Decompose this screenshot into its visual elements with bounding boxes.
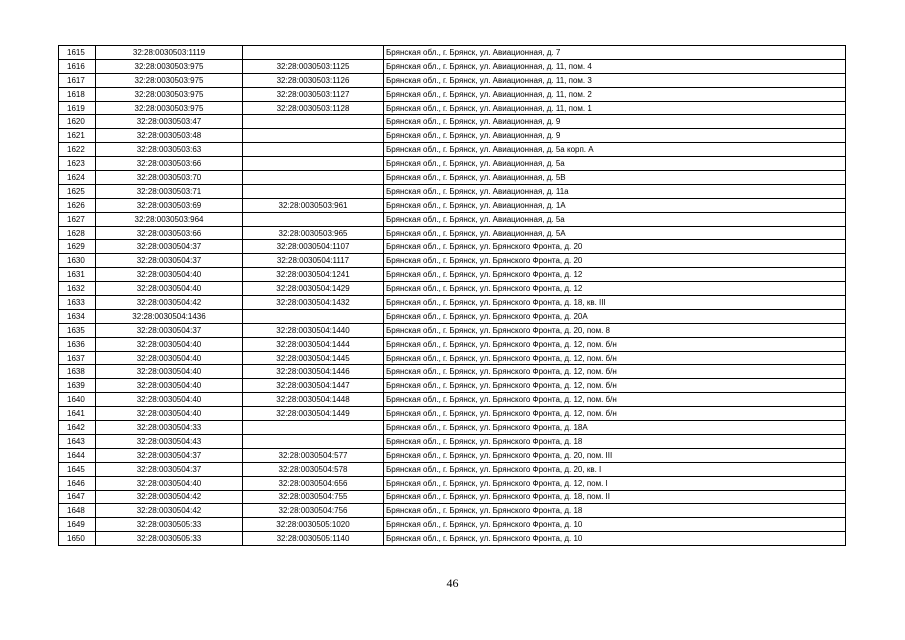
parcel-cadastral-number-cell: 32:28:0030504:40 <box>96 337 243 351</box>
parcel-cadastral-number-cell: 32:28:0030504:33 <box>96 421 243 435</box>
table-row <box>59 407 846 421</box>
address-cell: Брянская обл., г. Брянск, ул. Авиационная, д. 9 <box>384 129 846 143</box>
row-number-cell: 1621 <box>59 129 96 143</box>
parcel-cadastral-number-cell: 32:28:0030503:1119 <box>96 46 243 60</box>
object-cadastral-number-cell <box>243 143 384 157</box>
object-cadastral-number-cell <box>243 434 384 448</box>
table-row <box>59 171 846 185</box>
parcel-cadastral-number-cell: 32:28:0030505:33 <box>96 532 243 546</box>
object-cadastral-number-cell <box>243 212 384 226</box>
address-cell: Брянская обл., г. Брянск, ул. Брянского Фронта, д. 12 <box>384 282 846 296</box>
address-cell: Брянская обл., г. Брянск, ул. Брянского Фронта, д. 12, пом. б/н <box>384 351 846 365</box>
parcel-cadastral-number-cell: 32:28:0030504:40 <box>96 351 243 365</box>
parcel-cadastral-number-cell: 32:28:0030504:37 <box>96 254 243 268</box>
table-row <box>59 115 846 129</box>
object-cadastral-number-cell <box>243 171 384 185</box>
row-number-cell: 1634 <box>59 309 96 323</box>
object-cadastral-number-cell: 32:28:0030504:577 <box>243 448 384 462</box>
parcel-cadastral-number-cell: 32:28:0030503:975 <box>96 87 243 101</box>
table-row <box>59 532 846 546</box>
table-row <box>59 143 846 157</box>
object-cadastral-number-cell: 32:28:0030504:1429 <box>243 282 384 296</box>
table-row <box>59 434 846 448</box>
address-cell: Брянская обл., г. Брянск, ул. Авиационная, д. 11, пом. 4 <box>384 59 846 73</box>
object-cadastral-number-cell: 32:28:0030505:1140 <box>243 532 384 546</box>
address-cell: Брянская обл., г. Брянск, ул. Брянского Фронта, д. 10 <box>384 518 846 532</box>
address-cell: Брянская обл., г. Брянск, ул. Брянского Фронта, д. 18 <box>384 434 846 448</box>
row-number-cell: 1649 <box>59 518 96 532</box>
parcel-cadastral-number-cell: 32:28:0030503:63 <box>96 143 243 157</box>
object-cadastral-number-cell: 32:28:0030504:1446 <box>243 365 384 379</box>
address-cell: Брянская обл., г. Брянск, ул. Брянского Фронта, д. 10 <box>384 532 846 546</box>
address-cell: Брянская обл., г. Брянск, ул. Авиационная, д. 5а корп. А <box>384 143 846 157</box>
row-number-cell: 1626 <box>59 198 96 212</box>
parcel-cadastral-number-cell: 32:28:0030503:66 <box>96 157 243 171</box>
row-number-cell: 1618 <box>59 87 96 101</box>
table-row <box>59 282 846 296</box>
row-number-cell: 1616 <box>59 59 96 73</box>
table-row <box>59 462 846 476</box>
table-row <box>59 87 846 101</box>
table-row <box>59 254 846 268</box>
parcel-cadastral-number-cell: 32:28:0030504:40 <box>96 379 243 393</box>
table-row <box>59 504 846 518</box>
object-cadastral-number-cell: 32:28:0030503:965 <box>243 226 384 240</box>
parcel-cadastral-number-cell: 32:28:0030503:71 <box>96 184 243 198</box>
row-number-cell: 1622 <box>59 143 96 157</box>
object-cadastral-number-cell: 32:28:0030504:1107 <box>243 240 384 254</box>
object-cadastral-number-cell: 32:28:0030505:1020 <box>243 518 384 532</box>
parcel-cadastral-number-cell: 32:28:0030504:42 <box>96 504 243 518</box>
address-cell: Брянская обл., г. Брянск, ул. Брянского Фронта, д. 12, пом. I <box>384 476 846 490</box>
row-number-cell: 1623 <box>59 157 96 171</box>
row-number-cell: 1647 <box>59 490 96 504</box>
row-number-cell: 1638 <box>59 365 96 379</box>
object-cadastral-number-cell: 32:28:0030504:1444 <box>243 337 384 351</box>
row-number-cell: 1640 <box>59 393 96 407</box>
parcel-cadastral-number-cell: 32:28:0030504:43 <box>96 434 243 448</box>
address-cell: Брянская обл., г. Брянск, ул. Авиационная, д. 11, пом. 1 <box>384 101 846 115</box>
address-cell: Брянская обл., г. Брянск, ул. Брянского Фронта, д. 18, кв. III <box>384 296 846 310</box>
object-cadastral-number-cell: 32:28:0030504:1440 <box>243 323 384 337</box>
parcel-cadastral-number-cell: 32:28:0030503:975 <box>96 73 243 87</box>
table-row <box>59 476 846 490</box>
object-cadastral-number-cell: 32:28:0030504:656 <box>243 476 384 490</box>
address-cell: Брянская обл., г. Брянск, ул. Брянского Фронта, д. 18 <box>384 504 846 518</box>
table-row <box>59 309 846 323</box>
row-number-cell: 1615 <box>59 46 96 60</box>
table-row <box>59 490 846 504</box>
row-number-cell: 1619 <box>59 101 96 115</box>
object-cadastral-number-cell: 32:28:0030504:1432 <box>243 296 384 310</box>
address-cell: Брянская обл., г. Брянск, ул. Брянского Фронта, д. 12 <box>384 268 846 282</box>
parcel-cadastral-number-cell: 32:28:0030504:40 <box>96 476 243 490</box>
parcel-cadastral-number-cell: 32:28:0030503:975 <box>96 59 243 73</box>
address-cell: Брянская обл., г. Брянск, ул. Авиационная, д. 5В <box>384 171 846 185</box>
parcel-cadastral-number-cell: 32:28:0030504:42 <box>96 296 243 310</box>
address-cell: Брянская обл., г. Брянск, ул. Брянского Фронта, д. 12, пом. б/н <box>384 393 846 407</box>
parcel-cadastral-number-cell: 32:28:0030504:37 <box>96 448 243 462</box>
table-row <box>59 73 846 87</box>
table-row <box>59 157 846 171</box>
address-cell: Брянская обл., г. Брянск, ул. Брянского Фронта, д. 18А <box>384 421 846 435</box>
row-number-cell: 1636 <box>59 337 96 351</box>
row-number-cell: 1643 <box>59 434 96 448</box>
row-number-cell: 1648 <box>59 504 96 518</box>
parcel-cadastral-number-cell: 32:28:0030504:1436 <box>96 309 243 323</box>
row-number-cell: 1624 <box>59 171 96 185</box>
row-number-cell: 1641 <box>59 407 96 421</box>
row-number-cell: 1635 <box>59 323 96 337</box>
object-cadastral-number-cell <box>243 157 384 171</box>
row-number-cell: 1639 <box>59 379 96 393</box>
page-number: 46 <box>446 576 459 590</box>
object-cadastral-number-cell <box>243 184 384 198</box>
parcel-cadastral-number-cell: 32:28:0030504:40 <box>96 407 243 421</box>
table-row <box>59 296 846 310</box>
row-number-cell: 1632 <box>59 282 96 296</box>
parcel-cadastral-number-cell: 32:28:0030504:37 <box>96 462 243 476</box>
object-cadastral-number-cell: 32:28:0030504:1449 <box>243 407 384 421</box>
row-number-cell: 1646 <box>59 476 96 490</box>
parcel-cadastral-number-cell: 32:28:0030504:40 <box>96 365 243 379</box>
object-cadastral-number-cell: 32:28:0030503:1125 <box>243 59 384 73</box>
row-number-cell: 1627 <box>59 212 96 226</box>
table-row <box>59 198 846 212</box>
row-number-cell: 1617 <box>59 73 96 87</box>
row-number-cell: 1650 <box>59 532 96 546</box>
parcel-cadastral-number-cell: 32:28:0030503:964 <box>96 212 243 226</box>
address-cell: Брянская обл., г. Брянск, ул. Авиационная, д. 11, пом. 2 <box>384 87 846 101</box>
address-cell: Брянская обл., г. Брянск, ул. Авиационная, д. 5А <box>384 226 846 240</box>
row-number-cell: 1637 <box>59 351 96 365</box>
table-row <box>59 365 846 379</box>
row-number-cell: 1628 <box>59 226 96 240</box>
object-cadastral-number-cell: 32:28:0030504:756 <box>243 504 384 518</box>
object-cadastral-number-cell: 32:28:0030503:1127 <box>243 87 384 101</box>
address-cell: Брянская обл., г. Брянск, ул. Брянского Фронта, д. 12, пом. б/н <box>384 379 846 393</box>
object-cadastral-number-cell: 32:28:0030504:578 <box>243 462 384 476</box>
address-cell: Брянская обл., г. Брянск, ул. Брянского Фронта, д. 12, пом. б/н <box>384 365 846 379</box>
address-cell: Брянская обл., г. Брянск, ул. Авиационная, д. 11, пом. 3 <box>384 73 846 87</box>
table-row <box>59 226 846 240</box>
object-cadastral-number-cell: 32:28:0030503:1126 <box>243 73 384 87</box>
object-cadastral-number-cell: 32:28:0030504:1445 <box>243 351 384 365</box>
object-cadastral-number-cell: 32:28:0030504:1117 <box>243 254 384 268</box>
address-cell: Брянская обл., г. Брянск, ул. Брянского Фронта, д. 12, пом. б/н <box>384 407 846 421</box>
parcel-cadastral-number-cell: 32:28:0030503:70 <box>96 171 243 185</box>
table-row <box>59 268 846 282</box>
object-cadastral-number-cell <box>243 46 384 60</box>
address-cell: Брянская обл., г. Брянск, ул. Авиационная, д. 5а <box>384 157 846 171</box>
parcel-cadastral-number-cell: 32:28:0030503:975 <box>96 101 243 115</box>
object-cadastral-number-cell <box>243 421 384 435</box>
address-cell: Брянская обл., г. Брянск, ул. Брянского Фронта, д. 20А <box>384 309 846 323</box>
table-row <box>59 59 846 73</box>
address-cell: Брянская обл., г. Брянск, ул. Брянского Фронта, д. 20 <box>384 240 846 254</box>
table-body <box>59 46 846 546</box>
row-number-cell: 1625 <box>59 184 96 198</box>
table-row <box>59 518 846 532</box>
parcel-cadastral-number-cell: 32:28:0030503:48 <box>96 129 243 143</box>
object-cadastral-number-cell: 32:28:0030504:1241 <box>243 268 384 282</box>
row-number-cell: 1644 <box>59 448 96 462</box>
table-row <box>59 46 846 60</box>
address-cell: Брянская обл., г. Брянск, ул. Брянского Фронта, д. 20, кв. I <box>384 462 846 476</box>
object-cadastral-number-cell: 32:28:0030504:1448 <box>243 393 384 407</box>
table-row <box>59 240 846 254</box>
row-number-cell: 1631 <box>59 268 96 282</box>
row-number-cell: 1633 <box>59 296 96 310</box>
row-number-cell: 1642 <box>59 421 96 435</box>
parcel-cadastral-number-cell: 32:28:0030503:66 <box>96 226 243 240</box>
table-row <box>59 421 846 435</box>
table-row <box>59 212 846 226</box>
address-cell: Брянская обл., г. Брянск, ул. Брянского Фронта, д. 20, пом. 8 <box>384 323 846 337</box>
object-cadastral-number-cell <box>243 129 384 143</box>
parcel-cadastral-number-cell: 32:28:0030505:33 <box>96 518 243 532</box>
row-number-cell: 1645 <box>59 462 96 476</box>
table-row <box>59 323 846 337</box>
table-row <box>59 448 846 462</box>
parcel-cadastral-number-cell: 32:28:0030504:40 <box>96 282 243 296</box>
object-cadastral-number-cell <box>243 115 384 129</box>
parcel-cadastral-number-cell: 32:28:0030504:37 <box>96 240 243 254</box>
table-row <box>59 337 846 351</box>
table-row <box>59 351 846 365</box>
parcel-cadastral-number-cell: 32:28:0030503:47 <box>96 115 243 129</box>
address-cell: Брянская обл., г. Брянск, ул. Авиационная, д. 5а <box>384 212 846 226</box>
address-cell: Брянская обл., г. Брянск, ул. Авиационная, д. 9 <box>384 115 846 129</box>
object-cadastral-number-cell <box>243 309 384 323</box>
row-number-cell: 1630 <box>59 254 96 268</box>
address-cell: Брянская обл., г. Брянск, ул. Брянского Фронта, д. 18, пом. II <box>384 490 846 504</box>
object-cadastral-number-cell: 32:28:0030503:961 <box>243 198 384 212</box>
table-row <box>59 129 846 143</box>
parcel-cadastral-number-cell: 32:28:0030504:37 <box>96 323 243 337</box>
row-number-cell: 1620 <box>59 115 96 129</box>
address-cell: Брянская обл., г. Брянск, ул. Авиационная, д. 7 <box>384 46 846 60</box>
parcel-cadastral-number-cell: 32:28:0030504:40 <box>96 393 243 407</box>
table-row <box>59 101 846 115</box>
table-row <box>59 184 846 198</box>
row-number-cell: 1629 <box>59 240 96 254</box>
table-row <box>59 379 846 393</box>
object-cadastral-number-cell: 32:28:0030504:755 <box>243 490 384 504</box>
object-cadastral-number-cell: 32:28:0030504:1447 <box>243 379 384 393</box>
table-row <box>59 393 846 407</box>
object-cadastral-number-cell: 32:28:0030503:1128 <box>243 101 384 115</box>
address-cell: Брянская обл., г. Брянск, ул. Брянского Фронта, д. 12, пом. б/н <box>384 337 846 351</box>
address-cell: Брянская обл., г. Брянск, ул. Авиационная, д. 1А <box>384 198 846 212</box>
address-cell: Брянская обл., г. Брянск, ул. Авиационная, д. 11а <box>384 184 846 198</box>
parcel-cadastral-number-cell: 32:28:0030504:40 <box>96 268 243 282</box>
parcel-cadastral-number-cell: 32:28:0030503:69 <box>96 198 243 212</box>
parcel-cadastral-number-cell: 32:28:0030504:42 <box>96 490 243 504</box>
cadastral-table <box>58 45 846 546</box>
address-cell: Брянская обл., г. Брянск, ул. Брянского Фронта, д. 20, пом. III <box>384 448 846 462</box>
address-cell: Брянская обл., г. Брянск, ул. Брянского Фронта, д. 20 <box>384 254 846 268</box>
